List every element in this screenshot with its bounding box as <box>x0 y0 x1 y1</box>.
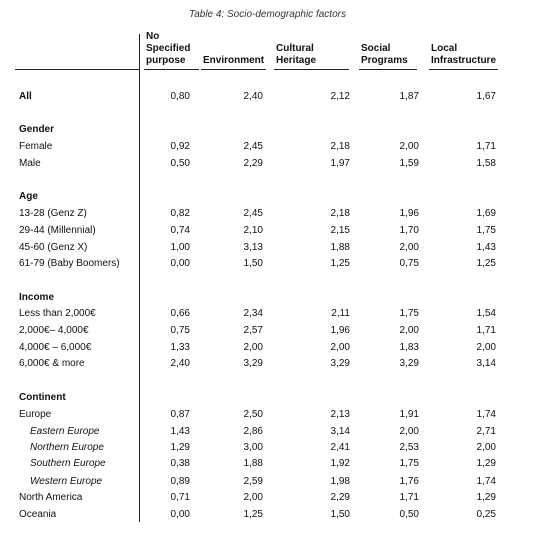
table-cell: 2,29 <box>330 492 350 503</box>
row-label: Europe <box>19 409 52 420</box>
row-label: Male <box>19 158 41 169</box>
table-cell: 1,43 <box>170 426 190 437</box>
table-cell: 2,18 <box>330 208 350 219</box>
header-rule <box>429 69 498 70</box>
table-cell: 0,66 <box>170 308 190 319</box>
table-cell: 0,38 <box>170 458 190 469</box>
table-cell: 1,50 <box>243 258 263 269</box>
row-label: 6,000€ & more <box>19 358 85 369</box>
table-cell: 2,50 <box>243 409 263 420</box>
table-cell: 1,74 <box>476 476 496 487</box>
row-label: North America <box>19 492 83 503</box>
table-cell: 1,71 <box>476 325 496 336</box>
table-cell: 1,70 <box>399 225 419 236</box>
header-rule <box>274 69 349 70</box>
column-header-line: Infrastructure <box>431 55 497 66</box>
table-caption: Table 4: Socio-demographic factors <box>189 9 346 20</box>
table-cell: 2,00 <box>476 342 496 353</box>
table-cell: 2,59 <box>243 476 263 487</box>
table-cell: 1,54 <box>476 308 496 319</box>
table-cell: 1,50 <box>330 509 350 520</box>
table-cell: 2,45 <box>243 141 263 152</box>
table-cell: 0,82 <box>170 208 190 219</box>
section-heading: Gender <box>19 124 55 135</box>
table-cell: 2,29 <box>243 158 263 169</box>
row-label: 13-28 (Genz Z) <box>19 208 87 219</box>
table-cell: 3,29 <box>399 358 419 369</box>
table-cell: 3,29 <box>330 358 350 369</box>
table-cell: 2,00 <box>476 442 496 453</box>
section-heading: Continent <box>19 392 66 403</box>
table-cell: 1,25 <box>476 258 496 269</box>
row-label: Less than 2,000€ <box>19 308 96 319</box>
table-cell: 1,69 <box>476 208 496 219</box>
header-rule <box>359 69 417 70</box>
table-cell: 1,87 <box>399 91 419 102</box>
section-heading: Age <box>19 191 38 202</box>
table-cell: 1,75 <box>476 225 496 236</box>
table-cell: 0,50 <box>399 509 419 520</box>
header-rule <box>201 69 266 70</box>
table-cell: 1,96 <box>330 325 350 336</box>
row-label: Western Europe <box>30 476 103 487</box>
column-header-line: Cultural <box>276 43 314 54</box>
column-header-line: Programs <box>361 55 408 66</box>
table-cell: 2,00 <box>330 342 350 353</box>
row-label: Female <box>19 141 53 152</box>
table-cell: 1,29 <box>170 442 190 453</box>
table-cell: 2,45 <box>243 208 263 219</box>
row-label: 61-79 (Baby Boomers) <box>19 258 120 269</box>
table-cell: 1,97 <box>330 158 350 169</box>
table-cell: 2,71 <box>476 426 496 437</box>
table-cell: 0,25 <box>476 509 496 520</box>
table-cell: 2,00 <box>243 342 263 353</box>
table-cell: 0,71 <box>170 492 190 503</box>
table-cell: 3,00 <box>243 442 263 453</box>
table-cell: 1,29 <box>476 492 496 503</box>
row-label: Oceania <box>19 509 57 520</box>
row-label: 2,000€– 4,000€ <box>19 325 89 336</box>
table-cell: 2,86 <box>243 426 263 437</box>
table-cell: 2,11 <box>331 308 350 319</box>
table-cell: 0,00 <box>170 509 190 520</box>
table-cell: 1,29 <box>476 458 496 469</box>
table-cell: 0,75 <box>399 258 419 269</box>
table-cell: 1,75 <box>399 458 419 469</box>
column-header-line: No <box>146 31 160 42</box>
table-cell: 1,74 <box>476 409 496 420</box>
table-cell: 0,87 <box>170 409 190 420</box>
column-header-line: Social <box>361 43 391 54</box>
table-cell: 0,80 <box>170 91 190 102</box>
table-cell: 3,14 <box>476 358 496 369</box>
table-cell: 3,14 <box>330 426 350 437</box>
row-label: Northern Europe <box>30 442 104 453</box>
table-cell: 3,29 <box>243 358 263 369</box>
table-cell: 2,00 <box>399 141 419 152</box>
table-cell: 2,18 <box>330 141 350 152</box>
column-header-line: Specified <box>146 43 191 54</box>
table-cell: 2,00 <box>243 492 263 503</box>
table-cell: 2,00 <box>399 242 419 253</box>
table-cell: 0,75 <box>170 325 190 336</box>
table-cell: 1,71 <box>476 141 496 152</box>
row-label: 4,000€ – 6,000€ <box>19 342 92 353</box>
table-cell: 2,00 <box>399 426 419 437</box>
table-cell: 2,00 <box>399 325 419 336</box>
row-label: Eastern Europe <box>30 426 100 437</box>
table-cell: 0,74 <box>170 225 190 236</box>
table-cell: 0,92 <box>170 141 190 152</box>
table-cell: 1,00 <box>170 242 190 253</box>
table-cell: 2,13 <box>330 409 350 420</box>
table-cell: 1,58 <box>476 158 496 169</box>
row-label: 29-44 (Millennial) <box>19 225 96 236</box>
column-header <box>146 31 190 67</box>
column-header-line: purpose <box>146 55 186 66</box>
table-cell: 0,50 <box>170 158 190 169</box>
table-cell: 2,41 <box>330 442 350 453</box>
header-rule <box>144 69 199 70</box>
column-header-line: Heritage <box>276 55 317 66</box>
column-header <box>276 43 316 67</box>
section-heading: Income <box>19 292 55 303</box>
table-cell: 2,34 <box>243 308 263 319</box>
table-cell: 1,25 <box>330 258 350 269</box>
table-cell: 2,40 <box>170 358 190 369</box>
table-cell: 1,98 <box>330 476 350 487</box>
table-cell: 1,96 <box>399 208 419 219</box>
table-cell: 1,83 <box>399 342 419 353</box>
row-label: 45-60 (Genz X) <box>19 242 88 253</box>
table-cell: 2,15 <box>330 225 350 236</box>
table-cell: 1,71 <box>399 492 419 503</box>
table-cell: 2,57 <box>243 325 263 336</box>
table-cell: 1,88 <box>243 458 263 469</box>
table-cell: 0,00 <box>170 258 190 269</box>
table-cell: 0,89 <box>170 476 190 487</box>
table-cell: 2,12 <box>330 91 350 102</box>
header-rule <box>15 69 139 70</box>
table-cell: 1,59 <box>399 158 419 169</box>
column-separator <box>139 34 140 522</box>
column-header-line: Local <box>431 43 458 54</box>
column-header <box>431 43 496 67</box>
table-cell: 1,43 <box>476 242 496 253</box>
table-cell: 1,92 <box>330 458 350 469</box>
table-cell: 1,76 <box>399 476 419 487</box>
table-cell: 2,53 <box>399 442 419 453</box>
table-cell: 2,40 <box>243 91 263 102</box>
table-cell: 1,67 <box>476 91 496 102</box>
table-cell: 3,13 <box>243 242 263 253</box>
table-cell: 2,10 <box>243 225 263 236</box>
section-heading: All <box>19 91 32 102</box>
table-cell: 1,75 <box>399 308 419 319</box>
table-cell: 1,91 <box>399 409 419 420</box>
column-header <box>361 43 408 67</box>
row-label: Southern Europe <box>30 458 106 469</box>
column-header <box>203 55 264 67</box>
table-cell: 1,25 <box>243 509 263 520</box>
table-cell: 1,88 <box>330 242 350 253</box>
table-cell: 1,33 <box>170 342 190 353</box>
column-header-line: Environment <box>203 55 265 66</box>
